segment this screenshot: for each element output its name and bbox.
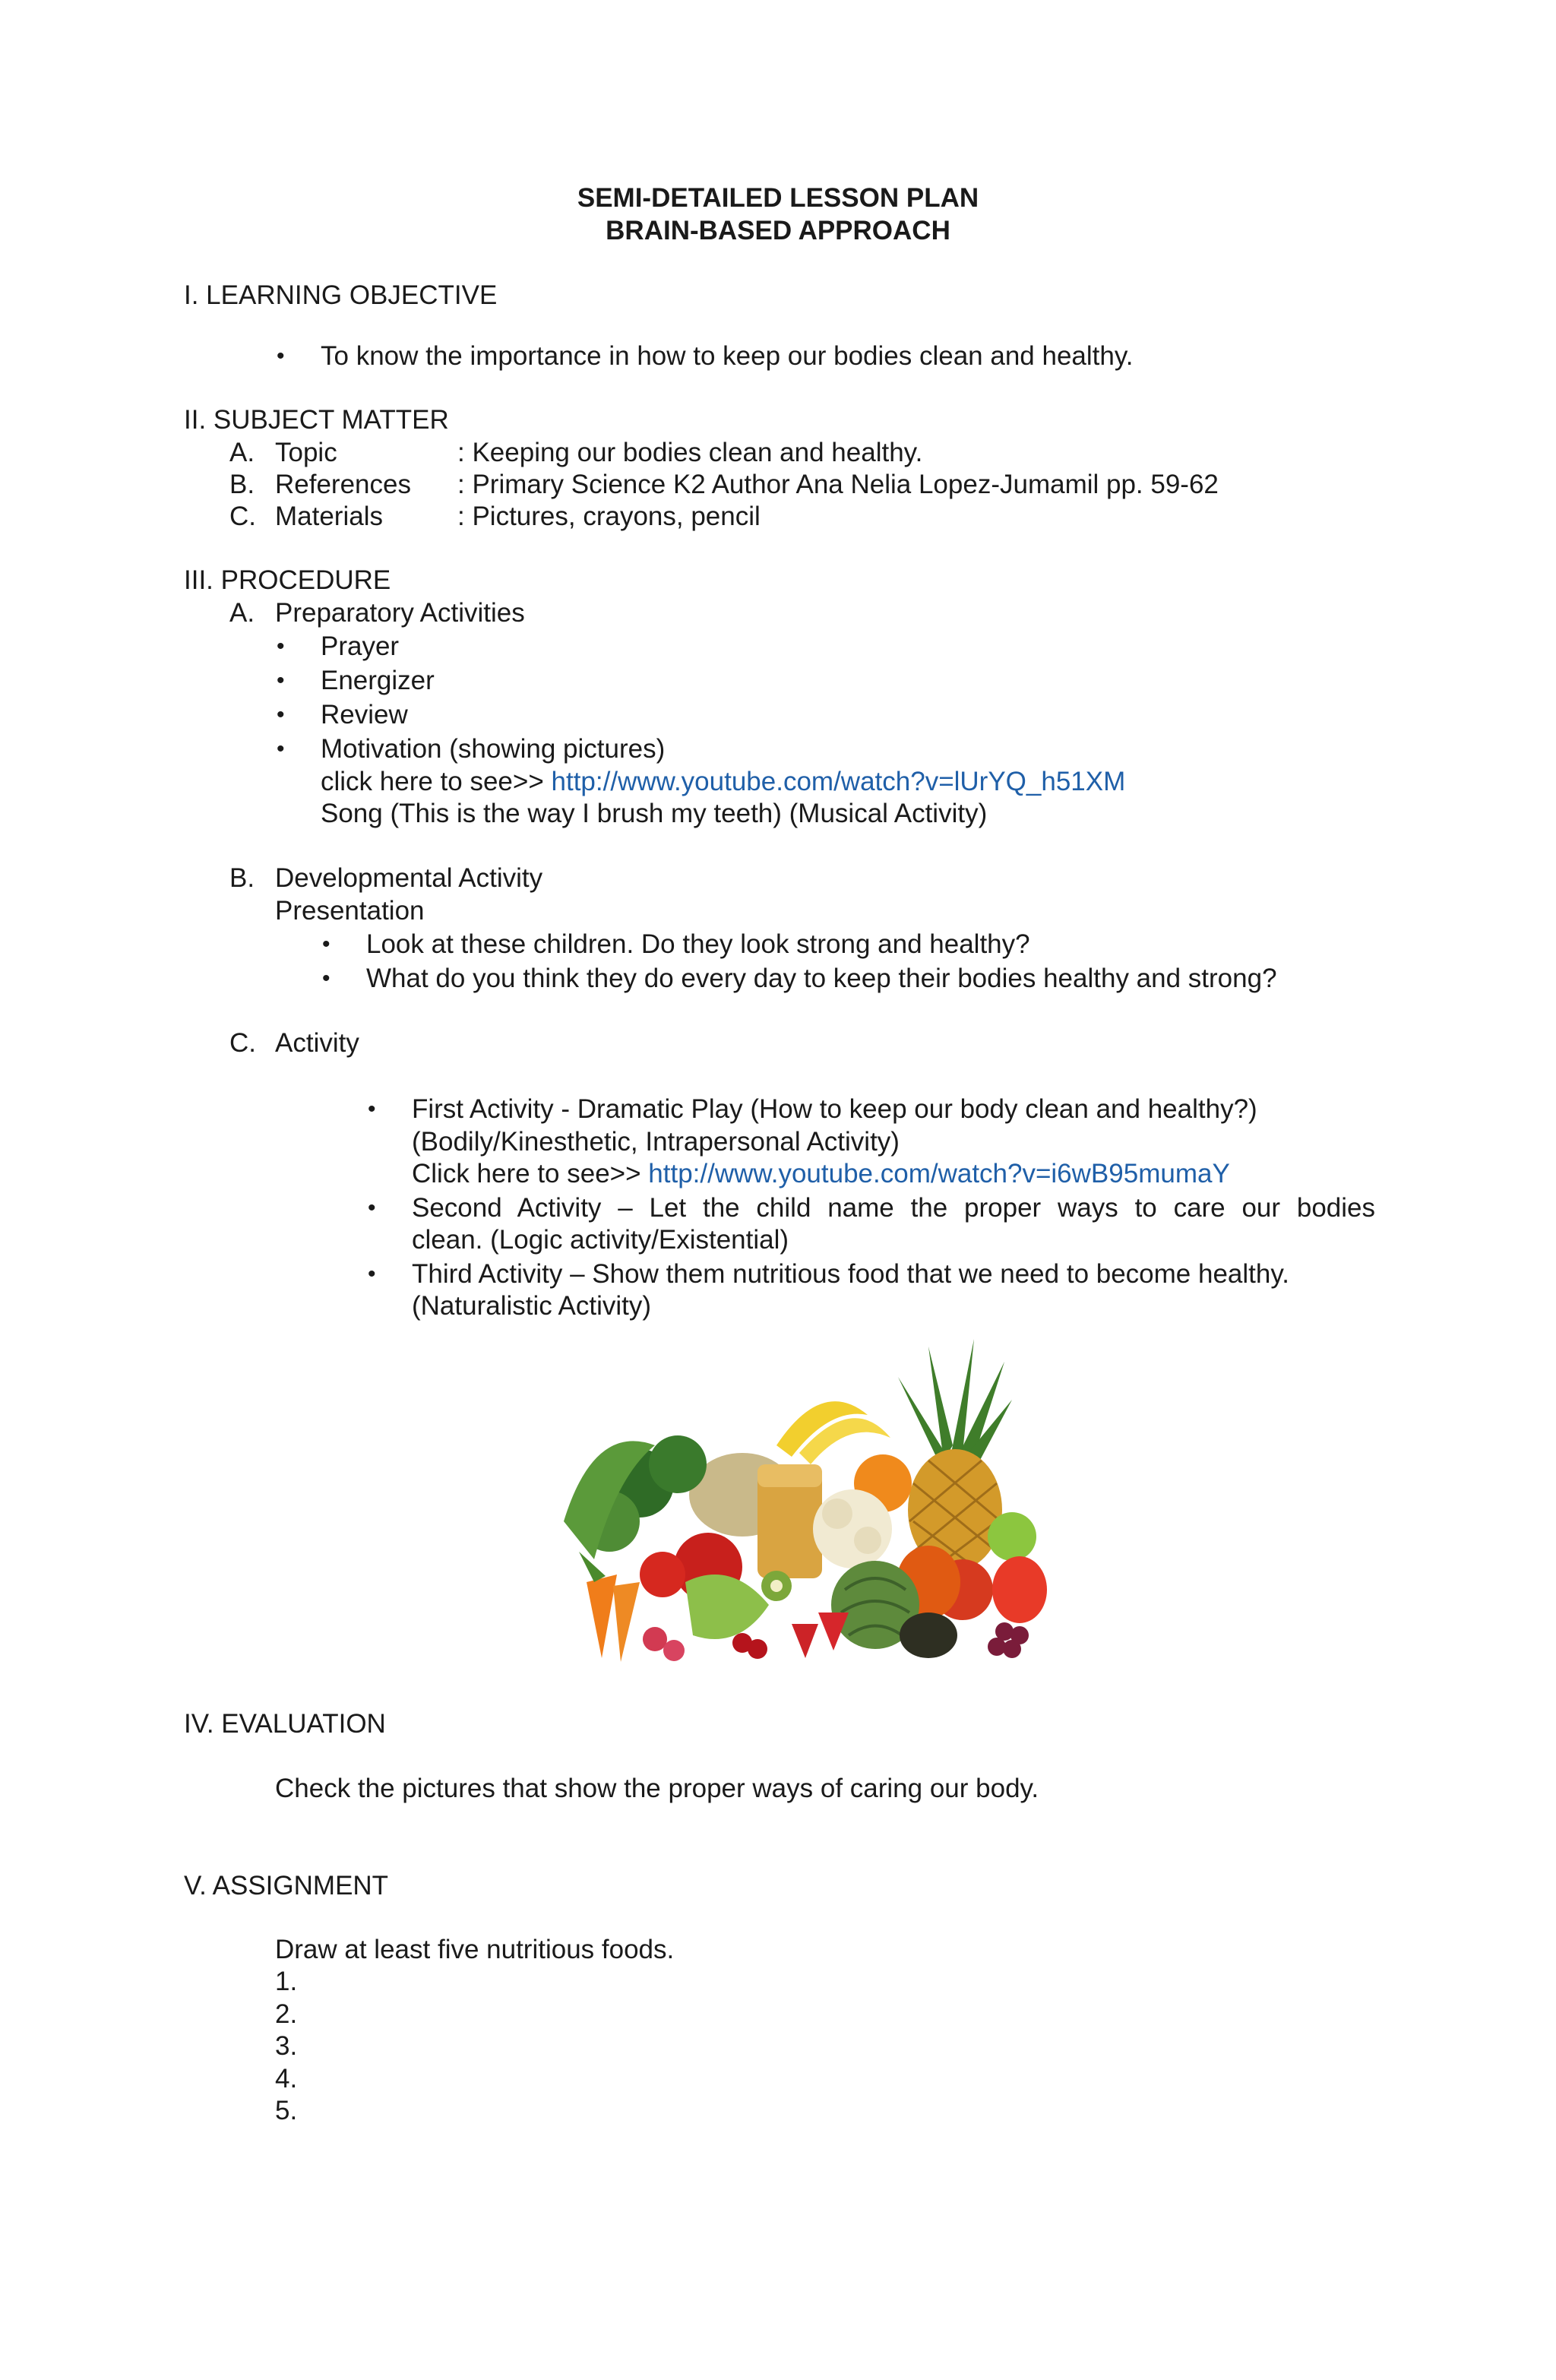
assignment-text: Draw at least five nutritious foods. bbox=[275, 1935, 675, 1964]
second-activity-line-2: clean. (Logic activity/Existential) bbox=[412, 1225, 789, 1255]
assignment-number-2: 2. bbox=[275, 1999, 298, 2029]
assignment-number-5: 5. bbox=[275, 2096, 298, 2125]
preparatory-title: Preparatory Activities bbox=[275, 598, 525, 628]
bullet: • bbox=[322, 932, 330, 957]
bullet: • bbox=[368, 1195, 376, 1220]
prep-item-review: Review bbox=[321, 700, 408, 730]
evaluation-text: Check the pictures that show the proper ways of caring our body. bbox=[275, 1774, 1039, 1803]
assignment-heading: V. ASSIGNMENT bbox=[184, 1871, 389, 1901]
subject-marker-b: B. bbox=[229, 470, 255, 499]
motivation-video-link[interactable]: http://www.youtube.com/watch?v=lUrYQ_h51XM bbox=[551, 767, 1126, 796]
bullet: • bbox=[368, 1261, 376, 1287]
bullet: • bbox=[277, 634, 285, 659]
prep-item-energizer: Energizer bbox=[321, 666, 435, 695]
references-label: References bbox=[275, 470, 411, 499]
subject-marker-a: A. bbox=[229, 438, 255, 467]
evaluation-heading: IV. EVALUATION bbox=[184, 1709, 386, 1739]
procedure-heading: III. PROCEDURE bbox=[184, 565, 391, 595]
assignment-number-1: 1. bbox=[275, 1967, 298, 1996]
prep-item-motivation: Motivation (showing pictures) bbox=[321, 734, 666, 764]
topic-label: Topic bbox=[275, 438, 337, 467]
activity-marker: C. bbox=[229, 1028, 256, 1058]
first-activity-line-2: (Bodily/Kinesthetic, Intrapersonal Activity) bbox=[412, 1127, 900, 1157]
click-prefix: Click here to see>> bbox=[412, 1159, 649, 1188]
third-activity-line-2: (Naturalistic Activity) bbox=[412, 1291, 652, 1321]
objective-item: To know the importance in how to keep our bodies clean and healthy. bbox=[321, 341, 1134, 371]
bullet: • bbox=[277, 702, 285, 727]
bullet: • bbox=[277, 736, 285, 761]
activity-title: Activity bbox=[275, 1028, 359, 1058]
topic-value: : Keeping our bodies clean and healthy. bbox=[457, 438, 923, 467]
materials-value: : Pictures, crayons, pencil bbox=[457, 502, 761, 531]
developmental-title: Developmental Activity bbox=[275, 863, 543, 893]
bullet: • bbox=[277, 343, 285, 369]
first-activity-click-line bbox=[412, 1158, 1230, 1190]
song-line: Song (This is the way I brush my teeth) (Musical Activity) bbox=[321, 799, 988, 828]
dramatic-play-video-link[interactable]: http://www.youtube.com/watch?v=i6wB95mumaY bbox=[648, 1159, 1230, 1188]
learning-objective-heading: I. LEARNING OBJECTIVE bbox=[184, 280, 498, 310]
motivation-click-line bbox=[321, 766, 1125, 798]
references-value: : Primary Science K2 Author Ana Nelia Lopez-Jumamil pp. 59-62 bbox=[457, 470, 1219, 499]
second-activity-line-1: Second Activity – Let the child name the proper ways to care our bodies bbox=[412, 1193, 1375, 1223]
presentation-subtitle: Presentation bbox=[275, 896, 425, 926]
presentation-item-2: What do you think they do every day to keep their bodies healthy and strong? bbox=[366, 964, 1277, 993]
title-line-2: BRAIN-BASED APPROACH bbox=[606, 216, 950, 245]
title-line-1: SEMI-DETAILED LESSON PLAN bbox=[577, 183, 979, 213]
assignment-number-3: 3. bbox=[275, 2031, 298, 2061]
prep-item-prayer: Prayer bbox=[321, 631, 400, 661]
assignment-number-4: 4. bbox=[275, 2064, 298, 2094]
subject-marker-c: C. bbox=[229, 502, 256, 531]
presentation-item-1: Look at these children. Do they look strong and healthy? bbox=[366, 929, 1030, 959]
developmental-marker: B. bbox=[229, 863, 255, 893]
bullet: • bbox=[277, 668, 285, 693]
bullet: • bbox=[368, 1097, 376, 1122]
fruits-vegetables-image bbox=[549, 1331, 1053, 1669]
bullet: • bbox=[322, 966, 330, 991]
first-activity-line-1: First Activity - Dramatic Play (How to keep our body clean and healthy?) bbox=[412, 1094, 1257, 1124]
materials-label: Materials bbox=[275, 502, 383, 531]
click-prefix: click here to see>> bbox=[321, 767, 552, 796]
third-activity-line-1: Third Activity – Show them nutritious food that we need to become healthy. bbox=[412, 1259, 1289, 1289]
preparatory-marker: A. bbox=[229, 598, 255, 628]
subject-matter-heading: II. SUBJECT MATTER bbox=[184, 405, 449, 435]
